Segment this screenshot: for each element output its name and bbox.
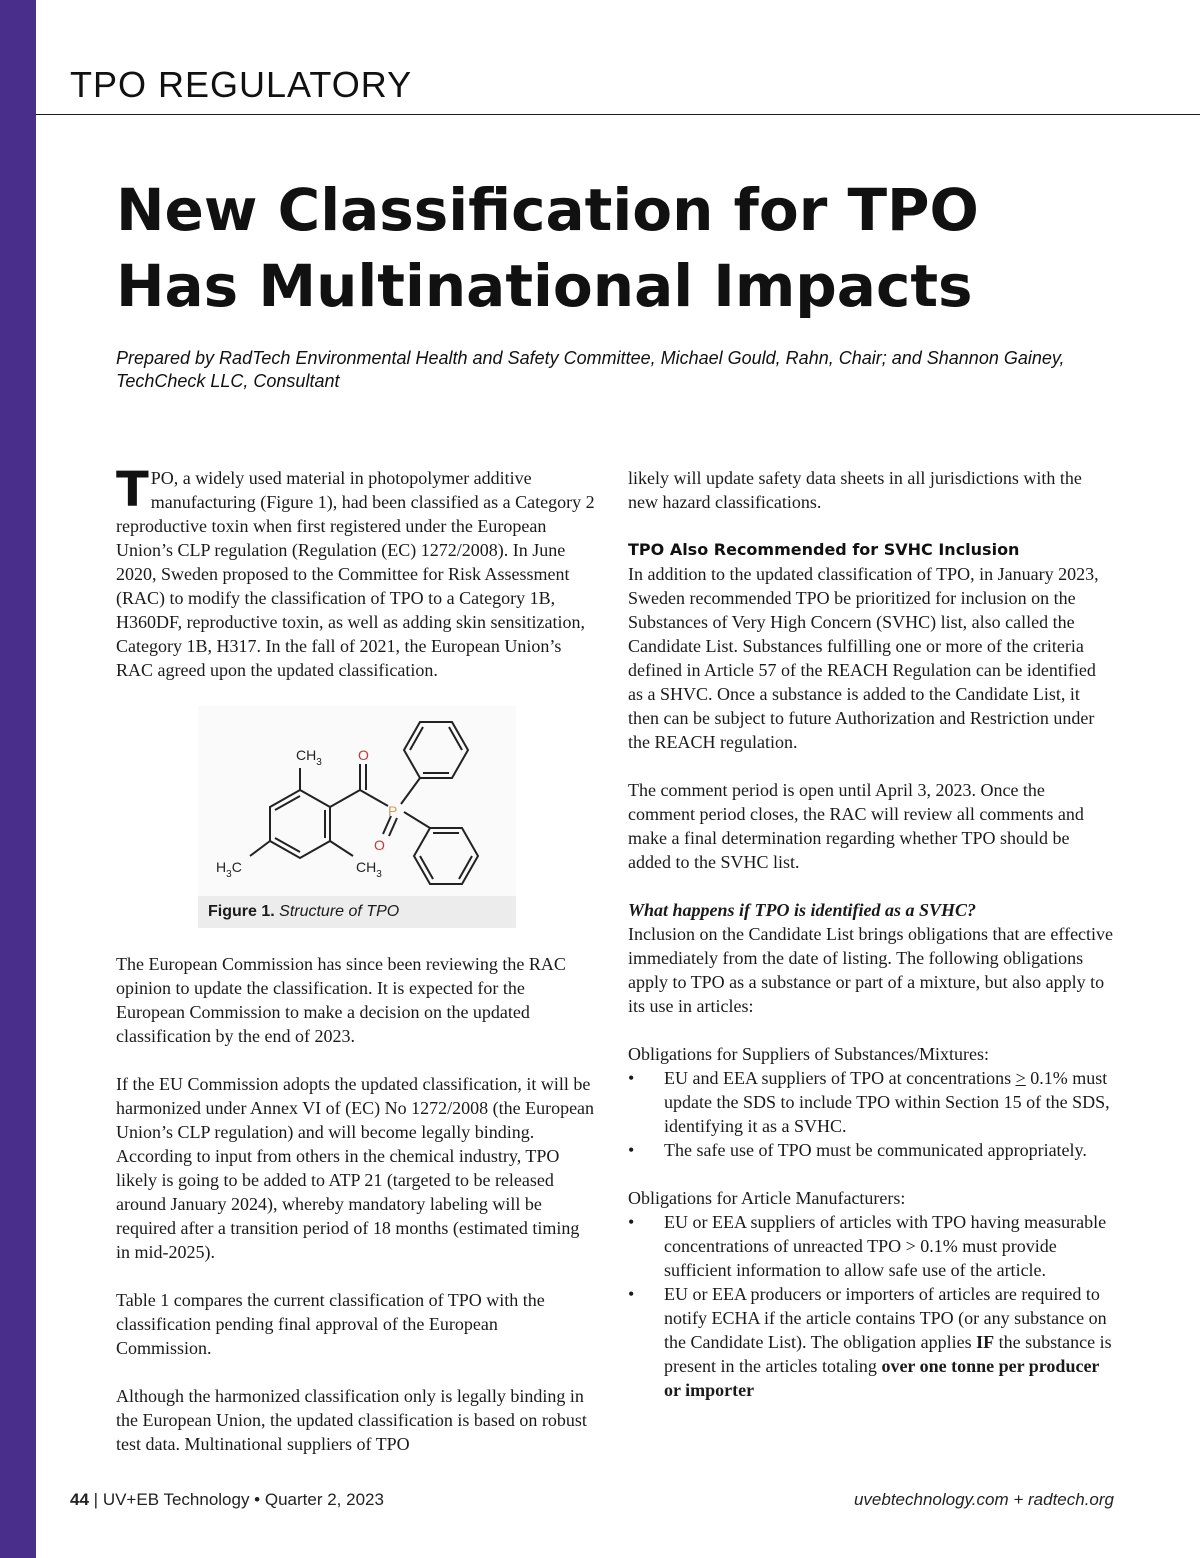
figure-caption-text: Structure of TPO	[279, 903, 400, 920]
atom-label-phosphorus: P	[388, 803, 398, 819]
question-heading: What happens if TPO is identified as a SVHC?	[628, 900, 977, 920]
list-item: • The safe use of TPO must be communicated appropriately.	[628, 1140, 1087, 1160]
atom-label-oxygen-bottom: O	[374, 837, 385, 853]
section-label: TPO REGULATORY	[70, 64, 413, 105]
figure-label: Figure 1.	[208, 903, 275, 920]
bullet: •	[628, 1212, 635, 1232]
section-subhead: TPO Also Recommended for SVHC Inclusion	[628, 540, 1020, 559]
phenyl-ring-bottom	[414, 828, 478, 884]
paragraph: In addition to the updated classification of TPO, in January 2023, Sweden recommended TPO be prioritized for inclusion on the Substances of Very High Concern (SVHC) list, also called the Candidate List. Substances fulfilling one or more of the criteria defined in Article 57 of the REACH Regulation can be identified as a SHVC. Once a substance is added to the Candidate List, it then can be subject to future Authorization and Restriction under the REACH regulation.	[628, 564, 1099, 752]
suppliers-obligations-list	[628, 1066, 1114, 1162]
atom-label-oxygen-top: O	[358, 747, 369, 763]
methyl-bond-right	[330, 841, 353, 856]
left-column	[116, 462, 596, 1480]
article-byline: Prepared by RadTech Environmental Health and Safety Committee, Michael Gould, Rahn, Chair; and Shannon Gainey, TechCheck LLC, Consultant	[116, 348, 1065, 391]
footer-separator: |	[93, 1490, 99, 1509]
paragraph: Table 1 compares the current classification of TPO with the classification pending final approval of the European Commission.	[116, 1290, 545, 1358]
articles-heading: Obligations for Article Manufacturers:	[628, 1188, 906, 1208]
bullet: •	[628, 1140, 635, 1160]
intro-paragraph	[116, 462, 596, 682]
list-item: • EU or EEA producers or importers of articles are required to notify ECHA if the article contains TPO (or any substance on the Candidate List). The obligation applies IF the substance is present in the articles totaling over one tonne per producer or importer	[628, 1284, 1112, 1400]
page-footer	[70, 1490, 1114, 1514]
article-title: New Classification for TPO Has Multinational Impacts	[116, 176, 979, 320]
paragraph: Inclusion on the Candidate List brings obligations that are effective immediately from the date of listing. The following obligations apply to TPO as a substance or part of a mixture, but also apply to its use in articles:	[628, 924, 1114, 1016]
paragraph: The comment period is open until April 3, 2023. Once the comment period closes, the RAC will review all comments and make a final determination regarding whether TPO should be added to the SVHC list.	[628, 780, 1084, 872]
section-divider	[36, 114, 1200, 115]
publication-name: UV+EB Technology • Quarter 2, 2023	[102, 1490, 384, 1509]
suppliers-heading: Obligations for Suppliers of Substances/Mixtures:	[628, 1044, 989, 1064]
paragraph: likely will update safety data sheets in all jurisdictions with the new hazard classifications.	[628, 468, 1082, 512]
right-column	[628, 466, 1114, 1426]
articles-obligations-list	[628, 1210, 1114, 1402]
atom-label-h3c-left: $H_3C$	[216, 859, 242, 880]
figure-caption	[198, 896, 516, 928]
methyl-bond-left	[250, 841, 270, 856]
drop-cap: T	[116, 462, 149, 518]
sidebar-accent-bar	[0, 0, 36, 1558]
atom-label-ch3-top: $CH_3$	[296, 747, 322, 768]
paragraph: If the EU Commission adopts the updated classification, it will be harmonized under Annex VI of (EC) No 1272/2008 (the European Union’s CLP regulation) and will become legally binding. According to input from others in the chemical industry, TPO likely is going to be added to ATP 21 (targeted to be released around January 2024), whereby mandatory labeling will be required after a transition period of 18 months (estimated timing in mid-2025).	[116, 1074, 595, 1262]
list-item: • EU or EEA suppliers of articles with TPO having measurable concentrations of unreacted TPO > 0.1% must provide sufficient information to allow safe use of the article.	[628, 1212, 1107, 1280]
list-item: • EU and EEA suppliers of TPO at concentrations > 0.1% must update the SDS to include TPO within Section 15 of the SDS, identifying it as a SVHC.	[628, 1068, 1110, 1136]
paragraph: The European Commission has since been reviewing the RAC opinion to update the classification. It is expected for the European Commission to make a decision on the updated classification by the end of 2023.	[116, 954, 566, 1046]
footer-left	[70, 1490, 384, 1510]
intro-text: PO, a widely used material in photopolymer additive manufacturing (Figure 1), had been classified as a Category 2 reproductive toxin when first registered under the European Union’s CLP regulation (Regulation (EC) 1272/2008). In June 2020, Sweden proposed to the Committee for Risk Assessment (RAC) to modify the classification of TPO to a Category 1B, H360DF, reproductive toxin, as well as adding skin sensitization, Category 1B, H317. In the fall of 2021, the European Union’s RAC agreed upon the updated classification.	[116, 468, 595, 680]
atom-label-ch3-right: $CH_3$	[356, 859, 382, 880]
page-number: 44	[70, 1490, 89, 1509]
figure-1	[198, 706, 516, 928]
carbonyl-bond	[330, 790, 360, 807]
footer-websites: uvebtechnology.com + radtech.org	[853, 1490, 1114, 1509]
paragraph: Although the harmonized classification only is legally binding in the European Union, the updated classification is based on robust test data. Multinational suppliers of TPO	[116, 1386, 587, 1454]
tpo-structure-diagram	[198, 706, 516, 896]
mesityl-ring	[270, 790, 330, 858]
bullet: •	[628, 1068, 635, 1088]
phenyl-ring-top	[404, 722, 468, 778]
bullet: •	[628, 1284, 635, 1304]
